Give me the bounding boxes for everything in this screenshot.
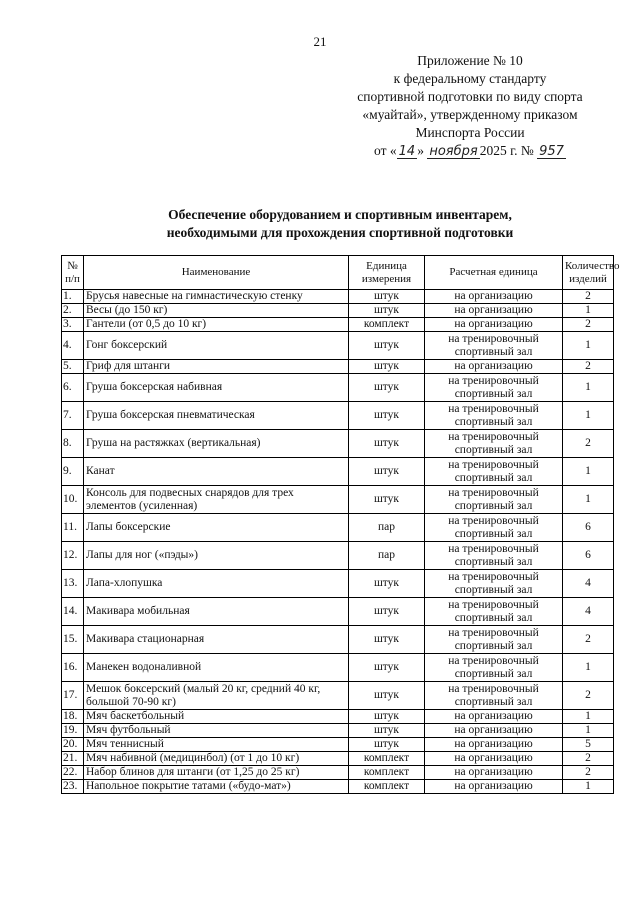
header-qty: Количество изделий (563, 256, 614, 290)
cell-calc: на тренировочный спортивный зал (425, 374, 563, 402)
appendix-line: Приложение № 10 (417, 53, 523, 68)
cell-name: Груша на растяжках (вертикальная) (84, 430, 349, 458)
cell-unit: комплект (349, 780, 425, 794)
table-row (62, 752, 614, 766)
cell-qty: 2 (563, 318, 614, 332)
header-unit: Единица измерения (349, 256, 425, 290)
cell-num: 21. (62, 752, 84, 766)
cell-name: Манекен водоналивной (84, 654, 349, 682)
cell-num: 9. (62, 458, 84, 486)
cell-unit: пар (349, 542, 425, 570)
cell-qty: 1 (563, 332, 614, 360)
cell-num: 5. (62, 360, 84, 374)
cell-name: Груша боксерская пневматическая (84, 402, 349, 430)
equipment-table (61, 255, 620, 794)
cell-unit: штук (349, 654, 425, 682)
handwritten-month: ноября (429, 144, 478, 159)
table-row (62, 486, 614, 514)
cell-unit: штук (349, 360, 425, 374)
cell-num: 2. (62, 304, 84, 318)
cell-calc: на тренировочный спортивный зал (425, 458, 563, 486)
table-row (62, 430, 614, 458)
table-row (62, 654, 614, 682)
cell-unit: комплект (349, 766, 425, 780)
cell-qty: 1 (563, 402, 614, 430)
cell-qty: 4 (563, 570, 614, 598)
cell-num: 3. (62, 318, 84, 332)
table-row (62, 542, 614, 570)
table-row (62, 374, 614, 402)
header-calc: Расчетная единица (425, 256, 563, 290)
cell-unit: штук (349, 570, 425, 598)
cell-qty: 2 (563, 626, 614, 654)
cell-unit: штук (349, 304, 425, 318)
cell-calc: на организацию (425, 710, 563, 724)
cell-qty: 1 (563, 486, 614, 514)
cell-calc: на тренировочный спортивный зал (425, 570, 563, 598)
cell-name: Лапа-хлопушка (84, 570, 349, 598)
cell-qty: 2 (563, 752, 614, 766)
table-row (62, 360, 614, 374)
cell-qty: 1 (563, 654, 614, 682)
date-mid: » (417, 143, 424, 158)
cell-calc: на организацию (425, 290, 563, 304)
appendix-line: Минспорта России (415, 125, 525, 140)
cell-calc: на организацию (425, 304, 563, 318)
cell-calc: на тренировочный спортивный зал (425, 598, 563, 626)
cell-num: 20. (62, 738, 84, 752)
cell-calc: на организацию (425, 724, 563, 738)
cell-num: 18. (62, 710, 84, 724)
table-row (62, 598, 614, 626)
appendix-line: спортивной подготовки по виду спорта (357, 89, 583, 104)
appendix-date-line (335, 142, 605, 160)
cell-name: Брусья навесные на гимнастическую стенку (84, 290, 349, 304)
cell-qty: 2 (563, 766, 614, 780)
table-row (62, 458, 614, 486)
cell-name: Макивара мобильная (84, 598, 349, 626)
cell-name: Мяч баскетбольный (84, 710, 349, 724)
cell-qty: 6 (563, 514, 614, 542)
cell-calc: на организацию (425, 318, 563, 332)
table-row (62, 570, 614, 598)
cell-qty: 5 (563, 738, 614, 752)
cell-unit: штук (349, 332, 425, 360)
table-row (62, 780, 614, 794)
cell-calc: на организацию (425, 752, 563, 766)
table-row (62, 766, 614, 780)
cell-qty: 1 (563, 780, 614, 794)
cell-name: Макивара стационарная (84, 626, 349, 654)
cell-name: Гантели (от 0,5 до 10 кг) (84, 318, 349, 332)
handwritten-number: 957 (539, 144, 564, 159)
table-row (62, 304, 614, 318)
cell-num: 16. (62, 654, 84, 682)
cell-unit: штук (349, 402, 425, 430)
cell-name: Мешок боксерский (малый 20 кг, средний 40 кг, большой 70-90 кг) (84, 682, 349, 710)
title-line: необходимыми для прохождения спортивной подготовки (166, 225, 514, 240)
appendix-line: «муайтай», утвержденному приказом (362, 107, 578, 122)
cell-name: Напольное покрытие татами («будо-мат») (84, 780, 349, 794)
cell-calc: на тренировочный спортивный зал (425, 332, 563, 360)
cell-num: 13. (62, 570, 84, 598)
cell-num: 1. (62, 290, 84, 304)
cell-qty: 2 (563, 360, 614, 374)
table-row (62, 402, 614, 430)
cell-calc: на тренировочный спортивный зал (425, 514, 563, 542)
cell-num: 23. (62, 780, 84, 794)
cell-unit: комплект (349, 752, 425, 766)
cell-name: Лапы для ног («пэды») (84, 542, 349, 570)
cell-name: Канат (84, 458, 349, 486)
cell-unit: штук (349, 682, 425, 710)
date-year: 2025 г. № (479, 143, 534, 158)
table-row (62, 318, 614, 332)
cell-qty: 1 (563, 374, 614, 402)
cell-qty: 1 (563, 724, 614, 738)
cell-unit: штук (349, 458, 425, 486)
title-line: Обеспечение оборудованием и спортивным инвентарем, (168, 207, 512, 222)
table-row (62, 332, 614, 360)
appendix-block (335, 52, 605, 160)
cell-num: 19. (62, 724, 84, 738)
cell-name: Гриф для штанги (84, 360, 349, 374)
cell-unit: штук (349, 724, 425, 738)
cell-calc: на организацию (425, 738, 563, 752)
cell-calc: на тренировочный спортивный зал (425, 654, 563, 682)
cell-name: Мяч набивной (медицинбол) (от 1 до 10 кг) (84, 752, 349, 766)
header-num: № п/п (62, 256, 84, 290)
cell-unit: штук (349, 738, 425, 752)
cell-unit: штук (349, 598, 425, 626)
cell-unit: штук (349, 290, 425, 304)
header-name: Наименование (84, 256, 349, 290)
table-row (62, 514, 614, 542)
cell-unit: штук (349, 626, 425, 654)
table-row (62, 738, 614, 752)
cell-unit: комплект (349, 318, 425, 332)
document-title (100, 206, 580, 242)
cell-qty: 2 (563, 682, 614, 710)
cell-calc: на организацию (425, 766, 563, 780)
cell-calc: на тренировочный спортивный зал (425, 682, 563, 710)
table-row (62, 682, 614, 710)
handwritten-day: 14 (398, 144, 416, 159)
cell-num: 8. (62, 430, 84, 458)
cell-calc: на тренировочный спортивный зал (425, 430, 563, 458)
cell-qty: 2 (563, 290, 614, 304)
page-number: 21 (313, 34, 327, 49)
cell-unit: штук (349, 710, 425, 724)
cell-qty: 1 (563, 304, 614, 318)
cell-num: 15. (62, 626, 84, 654)
cell-name: Груша боксерская набивная (84, 374, 349, 402)
cell-qty: 6 (563, 542, 614, 570)
table-row (62, 626, 614, 654)
cell-name: Консоль для подвесных снарядов для трех элементов (усиленная) (84, 486, 349, 514)
table-row (62, 724, 614, 738)
cell-num: 4. (62, 332, 84, 360)
header-row (62, 256, 614, 290)
cell-name: Весы (до 150 кг) (84, 304, 349, 318)
cell-name: Набор блинов для штанги (от 1,25 до 25 кг) (84, 766, 349, 780)
cell-calc: на тренировочный спортивный зал (425, 486, 563, 514)
cell-num: 17. (62, 682, 84, 710)
cell-name: Лапы боксерские (84, 514, 349, 542)
cell-calc: на тренировочный спортивный зал (425, 542, 563, 570)
cell-unit: пар (349, 514, 425, 542)
cell-num: 22. (62, 766, 84, 780)
cell-qty: 4 (563, 598, 614, 626)
table-body (62, 290, 614, 794)
cell-num: 6. (62, 374, 84, 402)
cell-num: 7. (62, 402, 84, 430)
cell-qty: 1 (563, 458, 614, 486)
cell-num: 12. (62, 542, 84, 570)
cell-qty: 2 (563, 430, 614, 458)
cell-num: 10. (62, 486, 84, 514)
cell-calc: на тренировочный спортивный зал (425, 626, 563, 654)
cell-calc: на тренировочный спортивный зал (425, 402, 563, 430)
appendix-line: к федеральному стандарту (393, 71, 547, 86)
cell-calc: на организацию (425, 780, 563, 794)
cell-calc: на организацию (425, 360, 563, 374)
table-row (62, 710, 614, 724)
cell-num: 11. (62, 514, 84, 542)
table-row (62, 290, 614, 304)
cell-unit: штук (349, 430, 425, 458)
cell-name: Гонг боксерский (84, 332, 349, 360)
cell-unit: штук (349, 486, 425, 514)
cell-name: Мяч теннисный (84, 738, 349, 752)
date-prefix: от « (374, 143, 397, 158)
cell-name: Мяч футбольный (84, 724, 349, 738)
cell-qty: 1 (563, 710, 614, 724)
cell-num: 14. (62, 598, 84, 626)
cell-unit: штук (349, 374, 425, 402)
